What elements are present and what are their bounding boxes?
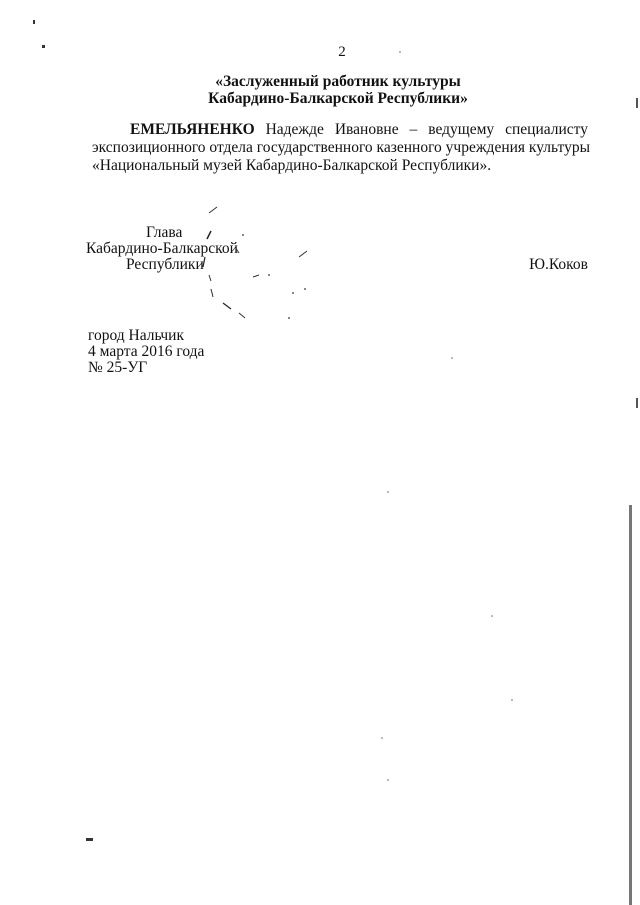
issue-date: 4 марта 2016 года <box>88 343 205 360</box>
decree-line-2: экспозиционного отдела государственного казенного учреждения культуры <box>92 139 590 156</box>
recipient-details: Надежде Ивановне – ведущему специалисту <box>254 121 588 138</box>
issue-city: город Нальчик <box>88 327 184 344</box>
signatory-title-line-3: Республики <box>126 256 204 273</box>
decree-line-3: «Национальный музей Кабардино-Балкарской Республики». <box>92 157 492 174</box>
award-title-line-2: Кабардино-Балкарской Республики» <box>208 90 468 107</box>
document-number: № 25-УГ <box>88 359 148 376</box>
page-number: 2 <box>338 44 346 60</box>
recipient-name: ЕМЕЛЬЯНЕНКО <box>130 121 255 138</box>
signatory-title-line-1: Глава <box>146 224 183 241</box>
award-title-line-1: «Заслуженный работник культуры <box>215 73 461 90</box>
signatory-title-line-2: Кабардино-Балкарской <box>86 240 238 257</box>
signatory-name: Ю.Коков <box>529 256 588 273</box>
